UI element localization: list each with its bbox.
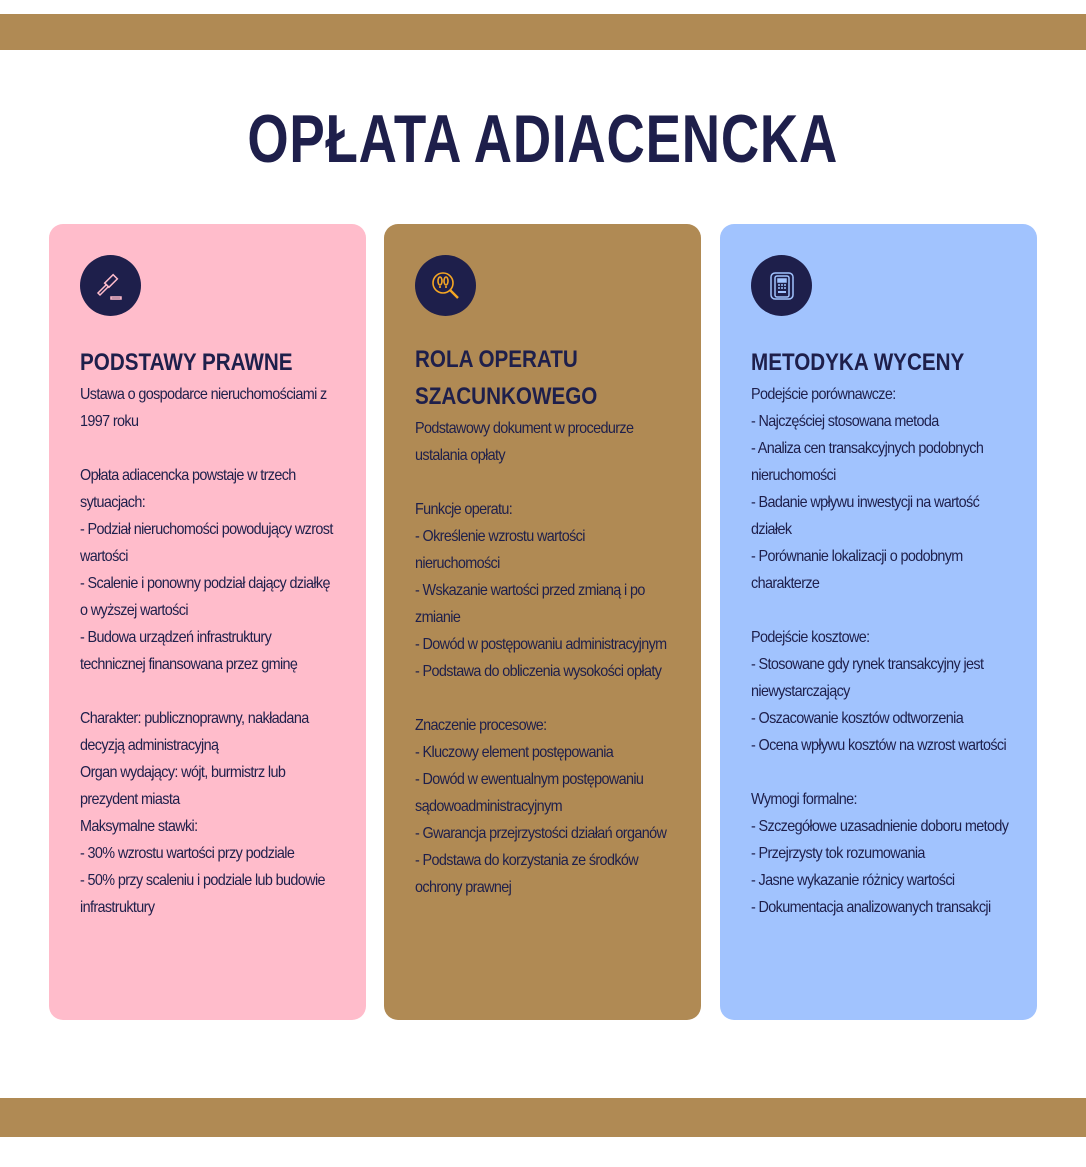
card-line: Opłata adiacencka powstaje w trzech sytuacjach: — [80, 467, 296, 511]
card-heading: ROLA OPERATU SZACUNKOWEGO — [415, 346, 598, 410]
card-line: Ustawa o gospodarce nieruchomościami z 1997 roku — [80, 386, 327, 430]
card-line: - Najczęściej stosowana metoda — [751, 413, 939, 430]
card-valuation-methods — [720, 224, 1037, 1020]
card-line: Organ wydający: wójt, burmistrz lub prezydent miasta — [80, 764, 286, 808]
card-line: - Podstawa do obliczenia wysokości opłaty — [415, 663, 662, 680]
card-line: - Badanie wpływu inwestycji na wartość działek — [751, 494, 980, 538]
card-heading: PODSTAWY PRAWNE — [80, 349, 293, 376]
card-section — [415, 496, 673, 685]
card-line: Charakter: publicznoprawny, nakładana decyzją administracyjną — [80, 710, 309, 754]
card-line: Maksymalne stawki: — [80, 818, 198, 835]
card-heading: METODYKA WYCENY — [751, 349, 965, 376]
card-section — [751, 381, 1009, 597]
card-line: - Ocena wpływu kosztów na wzrost wartości — [751, 737, 1007, 754]
card-line: - Szczegółowe uzasadnienie doboru metody — [751, 818, 1009, 835]
footprints-magnifier-icon — [415, 255, 476, 316]
card-line: - Wskazanie wartości przed zmianą i po zmianie — [415, 582, 645, 626]
calculator-icon — [751, 255, 812, 316]
card-line: - Kluczowy element postępowania — [415, 744, 614, 761]
card-line: Podejście kosztowe: — [751, 629, 870, 646]
page-title: OPŁATA ADIACENCKA — [247, 101, 839, 177]
card-line: - Przejrzysty tok rozumowania — [751, 845, 925, 862]
card-line: Podejście porównawcze: — [751, 386, 896, 403]
card-line: - 50% przy scaleniu i podziale lub budowie infrastruktury — [80, 872, 325, 916]
card-line: - Dowód w postępowaniu administracyjnym — [415, 636, 667, 653]
card-section — [415, 712, 673, 901]
card-line: Podstawowy dokument w procedurze ustalania opłaty — [415, 420, 634, 464]
card-line: - Scalenie i ponowny podział dający działkę o wyższej wartości — [80, 575, 330, 619]
card-line: - Określenie wzrostu wartości nieruchomości — [415, 528, 585, 572]
card-section — [80, 462, 338, 678]
card-line: Wymogi formalne: — [751, 791, 857, 808]
card-section — [80, 381, 338, 435]
card-legal-basis — [49, 224, 366, 1020]
card-line: Funkcje operatu: — [415, 501, 513, 518]
card-line: - Analiza cen transakcyjnych podobnych nieruchomości — [751, 440, 984, 484]
card-section — [415, 415, 673, 469]
card-body — [80, 381, 338, 921]
card-line: - Gwarancja przejrzystości działań organów — [415, 825, 667, 842]
card-line: - Stosowane gdy rynek transakcyjny jest niewystarczający — [751, 656, 984, 700]
card-line: Znaczenie procesowe: — [415, 717, 547, 734]
card-section — [80, 705, 338, 921]
card-body — [751, 381, 1009, 921]
top-decorative-bar — [0, 14, 1086, 50]
card-section — [751, 624, 1009, 759]
card-line: - 30% wzrostu wartości przy podziale — [80, 845, 295, 862]
card-line: - Podstawa do korzystania ze środków ochrony prawnej — [415, 852, 639, 896]
card-line: - Budowa urządzeń infrastruktury technicznej finansowana przez gminę — [80, 629, 298, 673]
card-section — [751, 786, 1009, 921]
card-line: - Dokumentacja analizowanych transakcji — [751, 899, 991, 916]
card-line: - Dowód w ewentualnym postępowaniu sądowoadministracyjnym — [415, 771, 644, 815]
card-line: - Oszacowanie kosztów odtworzenia — [751, 710, 964, 727]
bottom-decorative-bar — [0, 1098, 1086, 1137]
card-body — [415, 415, 673, 901]
card-line: - Jasne wykazanie różnicy wartości — [751, 872, 955, 889]
card-line: - Podział nieruchomości powodujący wzrost wartości — [80, 521, 333, 565]
card-line: - Porównanie lokalizacji o podobnym charakterze — [751, 548, 963, 592]
card-appraisal-role — [384, 224, 701, 1020]
gavel-icon — [80, 255, 141, 316]
